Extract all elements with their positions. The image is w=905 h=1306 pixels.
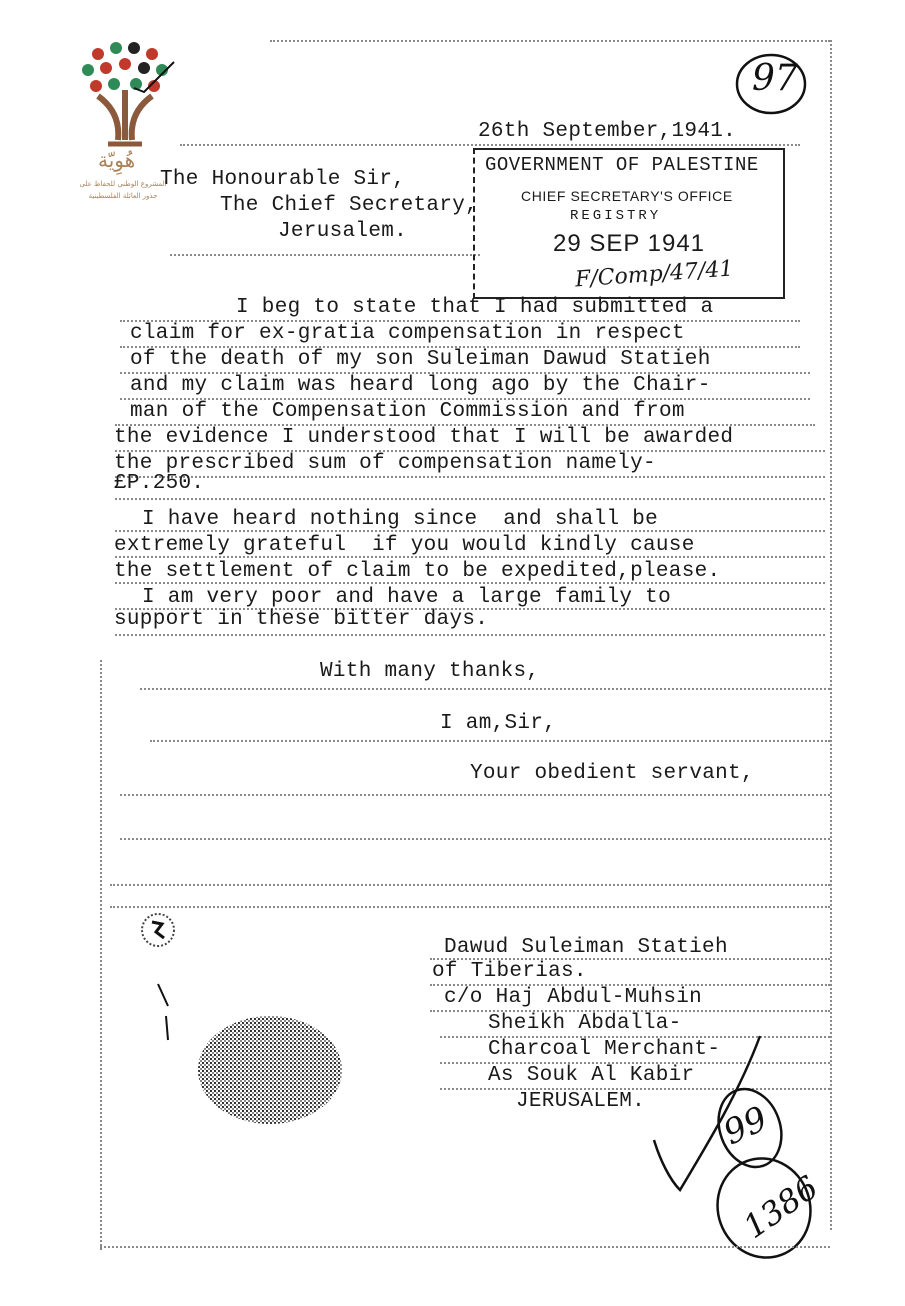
addressee-rule [170, 254, 480, 256]
sender-origin: of Tiberias. [432, 960, 587, 983]
closing-servant: Your obedient servant, [470, 762, 754, 785]
line-rule [115, 556, 825, 558]
addressee-line-3: Jerusalem. [278, 220, 408, 243]
line-rule [140, 688, 830, 690]
pen-stroke-icon [640, 1030, 820, 1270]
stamp-government: GOVERNMENT OF PALESTINE [485, 154, 759, 176]
addressee-line-2: The Chief Secretary, [220, 194, 479, 217]
bottom-border-line [100, 1246, 830, 1248]
line-rule [115, 582, 825, 584]
margin-mark-icon [150, 980, 180, 1050]
closing-iam: I am,Sir, [440, 712, 557, 735]
body-line: I am very poor and have a large family to [142, 586, 671, 609]
stamp-registry: REGISTRY [570, 208, 662, 224]
line-rule [110, 906, 830, 908]
folio-number-bottom-1: 99 [717, 1098, 774, 1154]
body-line: extremely grateful if you would kindly cause [114, 534, 695, 557]
top-border-line [270, 40, 830, 42]
sender-address-line: Charcoal Merchant- [488, 1038, 721, 1061]
date-rule [180, 144, 800, 146]
line-rule [110, 884, 830, 886]
body-line: support in these bitter days. [114, 608, 489, 631]
line-rule [120, 838, 830, 840]
sender-address-line: Sheikh Abdalla- [488, 1012, 682, 1035]
body-line: of the death of my son Suleiman Dawud Statieh [130, 348, 711, 371]
folio-number-top: 97 [752, 58, 798, 99]
line-rule [115, 530, 825, 532]
body-line: and my claim was heard long ago by the Chair- [130, 374, 711, 397]
logo-tagline-1: المشروع الوطني للحفاظ على [79, 180, 167, 188]
registry-stamp [473, 148, 785, 299]
binding-hole-mark-icon [138, 910, 180, 950]
body-line: I beg to state that I had submitted a [236, 296, 714, 319]
line-rule [115, 498, 825, 500]
stamp-office: CHIEF SECRETARY'S OFFICE [521, 188, 733, 204]
logo-arabic-name: هُوِيّة [98, 148, 136, 172]
line-rule [115, 634, 825, 636]
sender-address-line: As Souk Al Kabir [488, 1064, 695, 1087]
body-line: I have heard nothing since and shall be [142, 508, 659, 531]
left-border-line [100, 660, 102, 1250]
body-line: the evidence I understood that I will be awarded [114, 426, 734, 449]
logo-tagline-2: جذور العائلة الفلسطينية [88, 192, 158, 200]
body-line: man of the Compensation Commission and from [130, 400, 685, 423]
stamp-date: 29 SEP 1941 [553, 230, 706, 257]
sender-name: Dawud Suleiman Statieh [444, 936, 728, 959]
thumbprint-icon [190, 1010, 350, 1130]
line-rule [150, 740, 830, 742]
body-line: £P.250. [114, 472, 205, 495]
sender-city: JERUSALEM. [516, 1090, 646, 1113]
right-border-line [830, 40, 832, 1230]
addressee-line-1: The Honourable Sir, [160, 168, 406, 191]
stamp-file-reference: F/Comp/47/41 [574, 256, 735, 293]
sender-care-of: c/o Haj Abdul-Muhsin [444, 986, 703, 1009]
line-rule [120, 794, 830, 796]
closing-thanks: With many thanks, [320, 660, 540, 683]
letter-date: 26th September,1941. [478, 120, 737, 143]
body-line: the prescribed sum of compensation namely- [114, 452, 656, 475]
body-line: claim for ex-gratia compensation in respect [130, 322, 685, 345]
body-line: the settlement of claim to be expedited,please. [114, 560, 721, 583]
check-mark-icon [130, 58, 180, 98]
folio-number-bottom-2: 1386 [736, 1168, 825, 1246]
line-rule [115, 476, 825, 478]
